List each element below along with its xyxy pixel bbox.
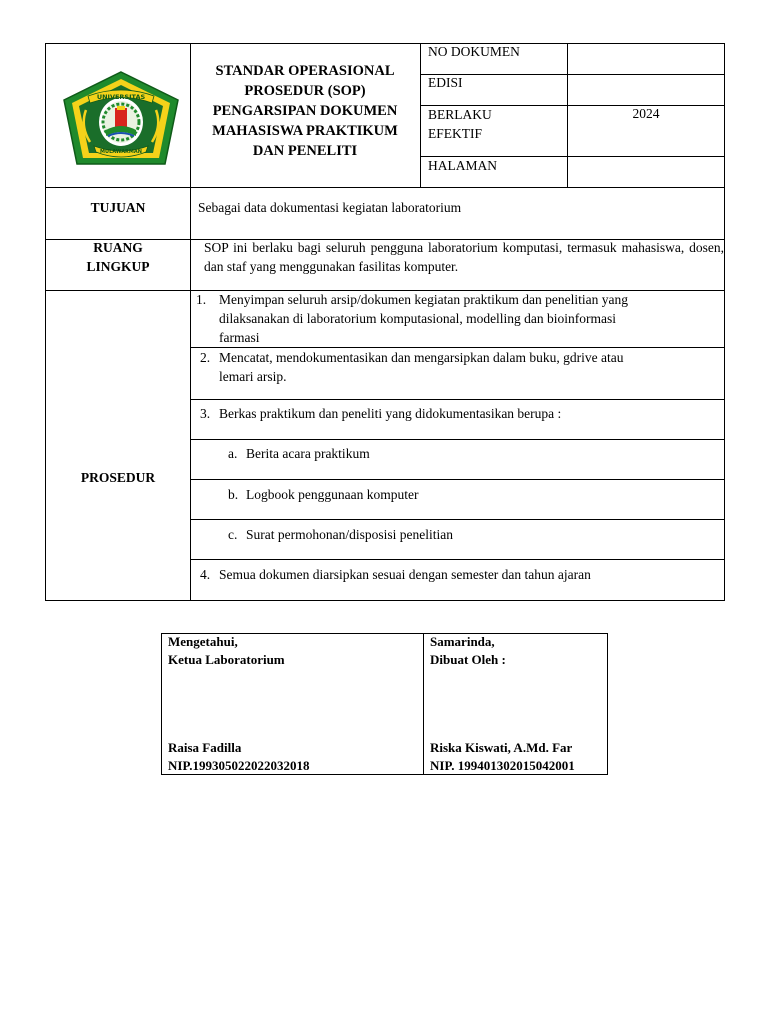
prosedur-line: Mencatat, mendokumentasikan dan mengarsipkan dalam buku, gdrive atau: [219, 350, 624, 365]
table-line: [190, 479, 725, 480]
sop-title: [195, 61, 415, 161]
table-line: [190, 559, 725, 560]
ruang-lingkup-text: SOP ini berlaku bagi seluruh pengguna laboratorium komputasi, termasuk mahasiswa, dosen, dan staf yang menggunakan fasilitas komputer.: [204, 240, 724, 274]
signer-nip: NIP.199305022022032018: [168, 758, 310, 773]
prosedur-line: farmasi: [219, 330, 260, 345]
university-emblem-icon: [62, 70, 180, 166]
lingkup-label-line: LINGKUP: [86, 259, 150, 274]
berlaku-value: 2024: [632, 106, 660, 121]
table-border-top: [45, 43, 725, 44]
tujuan-text: Sebagai data dokumentasi kegiatan laboratorium: [198, 200, 462, 215]
berlaku-label-line: BERLAKU: [428, 107, 492, 122]
title-line: MAHASISWA PRAKTIKUM: [212, 123, 398, 139]
prosedur-subitem-marker: a.: [228, 446, 238, 461]
prosedur-label: PROSEDUR: [80, 470, 156, 485]
signature-left-header: [168, 633, 418, 669]
table-line: [420, 74, 725, 75]
title-line: PENGARSIPAN DOKUMEN: [212, 103, 398, 119]
signer-name: Raisa Fadilla: [168, 740, 242, 755]
no-dokumen-label: NO DOKUMEN: [428, 44, 520, 59]
prosedur-item-marker: 4.: [200, 567, 211, 582]
prosedur-item-marker: 1.: [196, 292, 207, 307]
prosedur-item: [219, 348, 719, 386]
signature-left-footer: [168, 739, 418, 775]
ruang-lingkup-label: [46, 238, 190, 276]
signature-border-right: [607, 633, 608, 775]
table-line: [190, 399, 725, 400]
signer-nip: NIP. 199401302015042001: [430, 758, 575, 773]
table-border-right: [724, 43, 725, 601]
svg-text:UNIVERSITAS: UNIVERSITAS: [96, 93, 146, 101]
prosedur-item: Semua dokumen diarsipkan sesuai dengan semester dan tahun ajaran: [219, 567, 591, 582]
table-border-bottom: [45, 600, 725, 601]
signature-right-header: [430, 633, 605, 669]
table-line: [45, 187, 725, 188]
tujuan-label: TUJUAN: [90, 200, 146, 215]
table-line: [190, 439, 725, 440]
signature-divider: [423, 633, 424, 775]
berlaku-label: [428, 105, 492, 143]
prosedur-item: [219, 290, 719, 347]
efektif-label-line: EFEKTIF: [428, 126, 482, 141]
prosedur-subitem: Surat permohonan/disposisi penelitian: [246, 527, 453, 542]
title-line: DAN PENELITI: [252, 143, 358, 159]
prosedur-item: Berkas praktikum dan peneliti yang didokumentasikan berupa :: [219, 406, 562, 421]
prosedur-item-marker: 2.: [200, 350, 211, 365]
prosedur-line: lemari arsip.: [219, 369, 287, 384]
prosedur-item-marker: 3.: [200, 406, 211, 421]
prosedur-subitem: Berita acara praktikum: [246, 446, 370, 461]
signature-right-footer: [430, 739, 605, 775]
signature-border-left: [161, 633, 162, 775]
samarinda-text: Samarinda,: [430, 634, 495, 649]
mengetahui-text: Mengetahui,: [168, 634, 238, 649]
title-line: PROSEDUR (SOP): [244, 83, 366, 99]
prosedur-subitem-marker: b.: [228, 487, 239, 502]
ketua-lab-text: Ketua Laboratorium: [168, 652, 285, 667]
prosedur-line: Menyimpan seluruh arsip/dokumen kegiatan praktikum dan penelitian yang: [219, 292, 629, 307]
ruang-label-line: RUANG: [93, 240, 143, 255]
title-line: STANDAR OPERASIONAL: [215, 63, 395, 79]
table-line: [190, 43, 191, 601]
signer-name: Riska Kiswati, A.Md. Far: [430, 740, 573, 755]
university-logo: [62, 70, 180, 166]
prosedur-line: dilaksanakan di laboratorium komputasional, modelling dan bioinformasi: [219, 311, 617, 326]
table-line: [190, 519, 725, 520]
svg-text:MULAWARMAN: MULAWARMAN: [100, 149, 142, 155]
prosedur-subitem-marker: c.: [228, 527, 238, 542]
prosedur-subitem: Logbook penggunaan komputer: [246, 487, 419, 502]
table-border-left: [45, 43, 46, 601]
table-line: [420, 43, 421, 188]
dibuat-oleh-text: Dibuat Oleh :: [430, 652, 506, 667]
edisi-label: EDISI: [428, 75, 463, 90]
halaman-label: HALAMAN: [428, 158, 497, 173]
